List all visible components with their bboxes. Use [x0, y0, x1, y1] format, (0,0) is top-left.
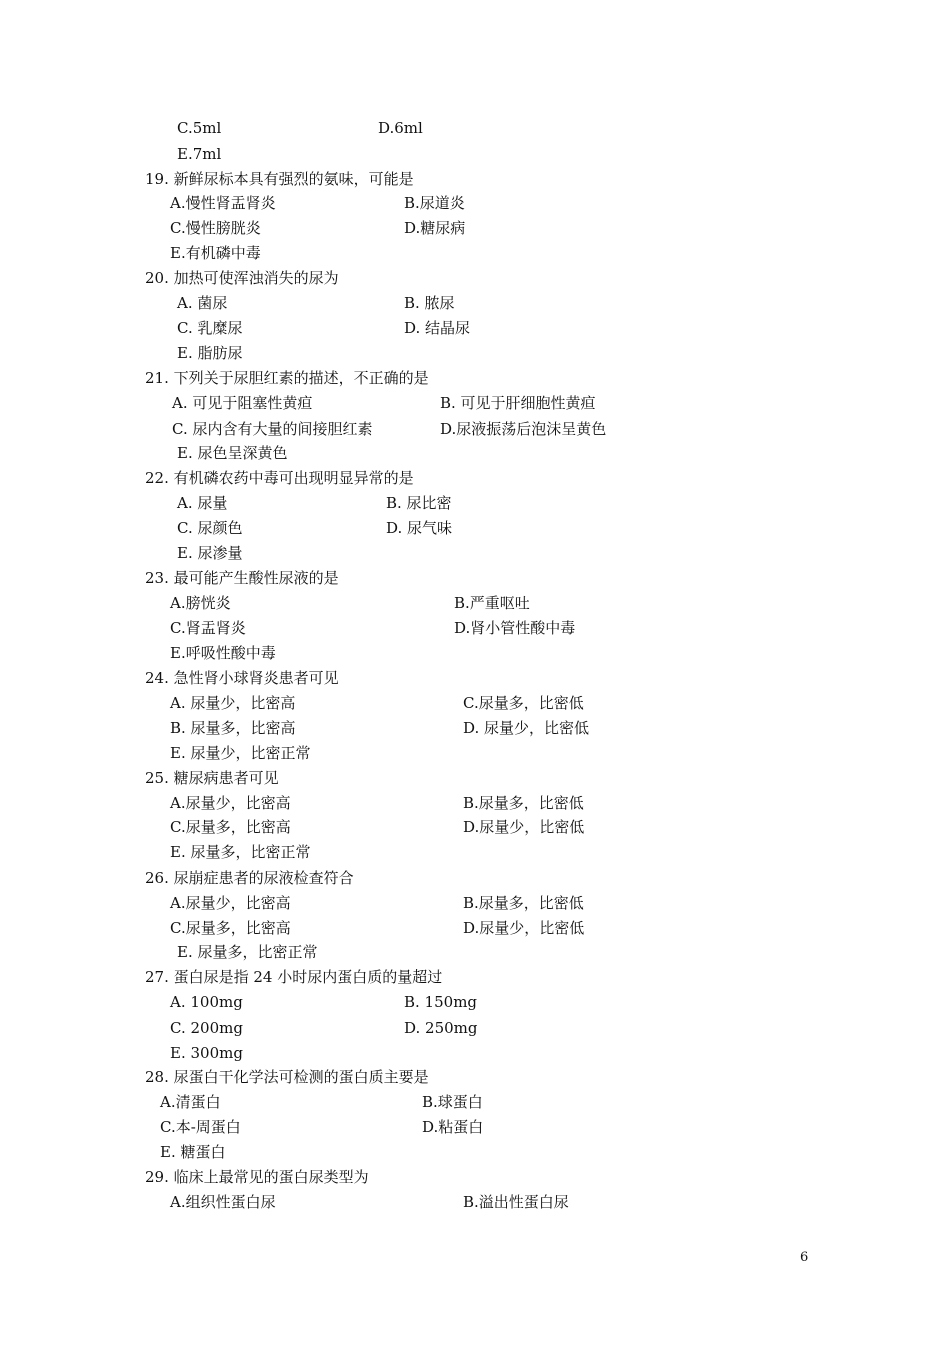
option-b: B.尿道炎: [404, 194, 465, 212]
option-e: E. 300mg: [170, 1044, 243, 1062]
option-b: B. 尿量多，比密高: [170, 719, 296, 737]
option-d: D.尿量少，比密低: [463, 818, 585, 836]
option-d: D.肾小管性酸中毒: [454, 619, 576, 637]
option-d: D.糖尿病: [404, 219, 466, 237]
question-stem: 20. 加热可使浑浊消失的尿为: [145, 269, 339, 287]
question-stem: 22. 有机磷农药中毒可出现明显异常的是: [145, 469, 414, 487]
option-a: A.膀恍炎: [170, 594, 231, 612]
option-b: B.尿量多，比密低: [463, 894, 584, 912]
option-c: C.肾盂肾炎: [170, 619, 246, 637]
option-c: C. 尿颜色: [177, 519, 243, 537]
option-b: B.尿量多，比密低: [463, 794, 584, 812]
option-c: C.尿量多，比密高: [170, 818, 291, 836]
question-stem: 24. 急性肾小球肾炎患者可见: [145, 669, 339, 687]
option-c: C.5ml: [177, 119, 222, 137]
option-e: E.有机磷中毒: [170, 244, 261, 262]
option-b: B. 尿比密: [386, 494, 452, 512]
option-a: A. 菌尿: [177, 294, 228, 312]
option-e: E. 尿量多，比密正常: [177, 943, 318, 961]
option-b: B.严重呕吐: [454, 594, 530, 612]
option-b: B. 脓尿: [404, 294, 455, 312]
option-a: A. 尿量少，比密高: [170, 694, 296, 712]
question-stem: 25. 糖尿病患者可见: [145, 769, 279, 787]
option-e: E. 脂肪尿: [177, 344, 243, 362]
option-e: E. 尿渗量: [177, 544, 243, 562]
option-c: C. 尿内含有大量的间接胆红素: [172, 420, 373, 438]
option-a: A.组织性蛋白尿: [170, 1193, 276, 1211]
option-e: E.7ml: [177, 145, 222, 163]
option-c: C.慢性膀胱炎: [170, 219, 261, 237]
question-stem: 21. 下列关于尿胆红素的描述，不正确的是: [145, 369, 429, 387]
option-a: A. 尿量: [177, 494, 228, 512]
question-stem: 19. 新鲜尿标本具有强烈的氨味，可能是: [145, 170, 414, 188]
option-c: C.本-周蛋白: [160, 1118, 241, 1136]
option-d: D.粘蛋白: [422, 1118, 484, 1136]
option-b: B. 可见于肝细胞性黄疸: [440, 394, 596, 412]
option-d: D. 结晶尿: [404, 319, 471, 337]
question-stem: 23. 最可能产生酸性尿液的是: [145, 569, 339, 587]
option-d: D.尿量少，比密低: [463, 919, 585, 937]
option-d: D.6ml: [378, 119, 423, 137]
option-e: E. 尿量多，比密正常: [170, 843, 311, 861]
option-b: B.溢出性蛋白尿: [463, 1193, 569, 1211]
question-stem: 26. 尿崩症患者的尿液检查符合: [145, 869, 354, 887]
question-stem: 28. 尿蛋白干化学法可检测的蛋白质主要是: [145, 1068, 429, 1086]
option-d: D.尿液振荡后泡沫呈黄色: [440, 420, 607, 438]
option-a: A.慢性肾盂肾炎: [170, 194, 276, 212]
option-e: E. 糖蛋白: [160, 1143, 226, 1161]
question-stem: 27. 蛋白尿是指 24 小时尿内蛋白质的量超过: [145, 968, 443, 986]
option-d: D. 尿量少，比密低: [463, 719, 590, 737]
option-d: D. 尿气味: [386, 519, 453, 537]
option-b: B.球蛋白: [422, 1093, 483, 1111]
question-stem: 29. 临床上最常见的蛋白尿类型为: [145, 1168, 369, 1186]
option-a: A.清蛋白: [160, 1093, 221, 1111]
page-number: 6: [800, 1250, 809, 1265]
option-a: A. 可见于阻塞性黄疸: [172, 394, 313, 412]
option-e: E. 尿量少，比密正常: [170, 744, 311, 762]
option-b: B. 150mg: [404, 993, 478, 1011]
option-c: C.尿量多，比密高: [170, 919, 291, 937]
option-c: C.尿量多，比密低: [463, 694, 584, 712]
option-e: E. 尿色呈深黄色: [177, 444, 288, 462]
option-a: A.尿量少，比密高: [170, 894, 291, 912]
option-e: E.呼吸性酸中毒: [170, 644, 276, 662]
option-a: A. 100mg: [170, 993, 243, 1011]
option-c: C. 200mg: [170, 1019, 243, 1037]
option-a: A.尿量少，比密高: [170, 794, 291, 812]
option-c: C. 乳糜尿: [177, 319, 243, 337]
option-d: D. 250mg: [404, 1019, 478, 1037]
